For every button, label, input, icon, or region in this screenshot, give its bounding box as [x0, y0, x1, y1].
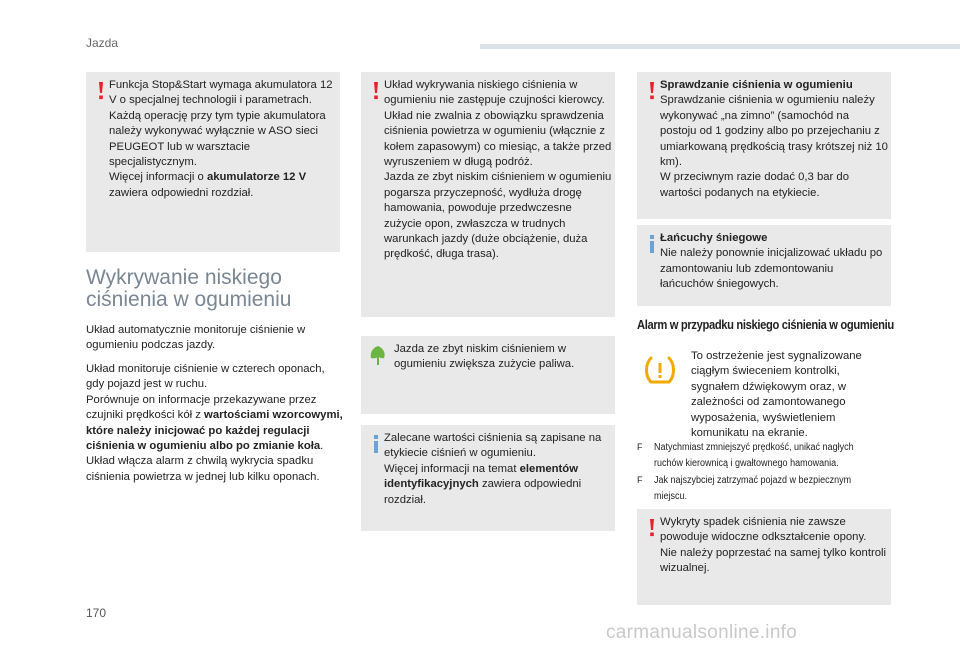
- warning-box-text: [109, 78, 337, 201]
- header-bar: [480, 44, 960, 49]
- warning-box-visual-check: [637, 509, 891, 605]
- eco-leaf-icon: [367, 344, 389, 366]
- section-title: Jazda: [86, 36, 119, 50]
- list-bullet: F: [637, 475, 643, 485]
- info-box-text: Zalecane wartości ciśnienia są zapisane na etykiecie ciśnień w ogumieniu. Więcej informacji na temat elementów identyfikacyjnych zawiera odpowiedni rozdział.: [384, 432, 602, 506]
- body-paragraph: Układ monitoruje ciśnienie w czterech oponach, gdy pojazd jest w ruchu. Porównuje on informacje przekazywane przez czujniki prędkości kół z wartościami wzorcowymi, które należy inicjować po każdej regulacji ciśnienia w ogumieniu albo po zmianie koła. Układ włącza alarm z chwilą wykrycia spadku ciśnienia powietrza w jednej lub kilku oponach.: [86, 363, 343, 483]
- eco-box-text: Jazda ze zbyt niskim ciśnieniem w ogumieniu zwiększa zużycie paliwa.: [394, 343, 575, 371]
- list-item: [637, 440, 897, 471]
- warning-paragraph: Każdą operację przy tym typie akumulatora należy wykonywać wyłącznie w ASO sieci PEUGEOT lub w warsztacie specjalistycznym.: [109, 109, 326, 169]
- eco-box: [361, 336, 615, 414]
- instruction-list: [637, 440, 897, 506]
- warning-box-stop-start: [86, 72, 340, 252]
- warning-box-text: Wykryty spadek ciśnienia nie zawsze powoduje widoczne odkształcenie opony. Nie należy poprzestać na samej tylko kontroli wizualnej.: [660, 516, 887, 575]
- warning-icon: [371, 82, 381, 100]
- page-header: [0, 0, 960, 56]
- section-heading: Wykrywanie niskiego ciśnienia w ogumieniu: [86, 266, 292, 311]
- warning-box-title: Sprawdzanie ciśnienia w ogumieniu: [660, 79, 853, 91]
- info-box-title: Łańcuchy śniegowe: [660, 232, 768, 244]
- warning-box-text: Układ wykrywania niskiego ciśnienia w ogumieniu nie zastępuje czujności kierowcy. Układ nie zwalnia z obowiązku sprawdzenia ciśnienia powietrza w ogumieniu (włącznie z kołem zapasowym) co miesiąc, a także przed wyruszeniem w długą podróż. Jazda ze zbyt niskim ciśnieniem w ogumieniu pogarsza przyczepność, wydłuża drogę hamowania, powoduje przedwczesne zużycie opon, zwłaszcza w trudnych warunkach jazdy (duże obciążenie, duża prędkość, długa trasa).: [384, 79, 612, 261]
- body-paragraph: Układ automatycznie monitoruje ciśnienie w ogumieniu podczas jazdy.: [86, 324, 306, 352]
- warning-box-text: Sprawdzanie ciśnienia w ogumieniu Sprawdzanie ciśnienia w ogumieniu należy wykonywać „na zimno” (samochód na postoju od 1 godziny albo po przejechaniu z umiarkowaną prędkością trasy krótszej niż 10 km). W przeciwnym razie dodać 0,3 bar do wartości podanych na etykiecie.: [660, 79, 888, 199]
- alarm-description: To ostrzeżenie jest sygnalizowane ciągłym świeceniem kontrolki, sygnałem dźwiękowym oraz, w zależności od zamontowanego wyposażenia, wyświetleniem komunikatu na ekranie.: [691, 350, 862, 440]
- watermark: carmanualsonline.info: [606, 622, 798, 643]
- info-box-snow-chains: [637, 225, 891, 306]
- warning-paragraph: Więcej informacji o akumulatorze 12 V zawiera odpowiedni rozdział.: [109, 171, 307, 199]
- info-icon: [372, 435, 380, 453]
- list-bullet: F: [637, 442, 643, 452]
- list-item-text: Jak najszybciej zatrzymać pojazd w bezpiecznym miejscu.: [654, 475, 852, 502]
- warning-icon: [647, 519, 657, 537]
- alarm-heading: Alarm w przypadku niskiego ciśnienia w ogumieniu: [637, 317, 894, 332]
- warning-box-check-pressure: [637, 72, 891, 219]
- warning-paragraph: Funkcja Stop&Start wymaga akumulatora 12 V o specjalnej technologii i parametrach.: [109, 79, 333, 107]
- info-box-pressure: [361, 425, 615, 531]
- warning-box-detection: [361, 72, 615, 317]
- warning-icon: [96, 82, 106, 100]
- info-box-text: Łańcuchy śniegowe Nie należy ponownie inicjalizować układu po zamontowaniu lub zdemontowaniu łańcuchów śniegowych.: [660, 232, 883, 291]
- warning-icon: [647, 82, 657, 100]
- info-icon: [648, 235, 656, 253]
- list-item: [637, 473, 897, 504]
- page-number: 170: [86, 606, 107, 620]
- tyre-pressure-warning-icon: [643, 355, 677, 385]
- list-item-text: Natychmiast zmniejszyć prędkość, unikać nagłych ruchów kierownicą i gwałtownego hamowania.: [654, 442, 854, 469]
